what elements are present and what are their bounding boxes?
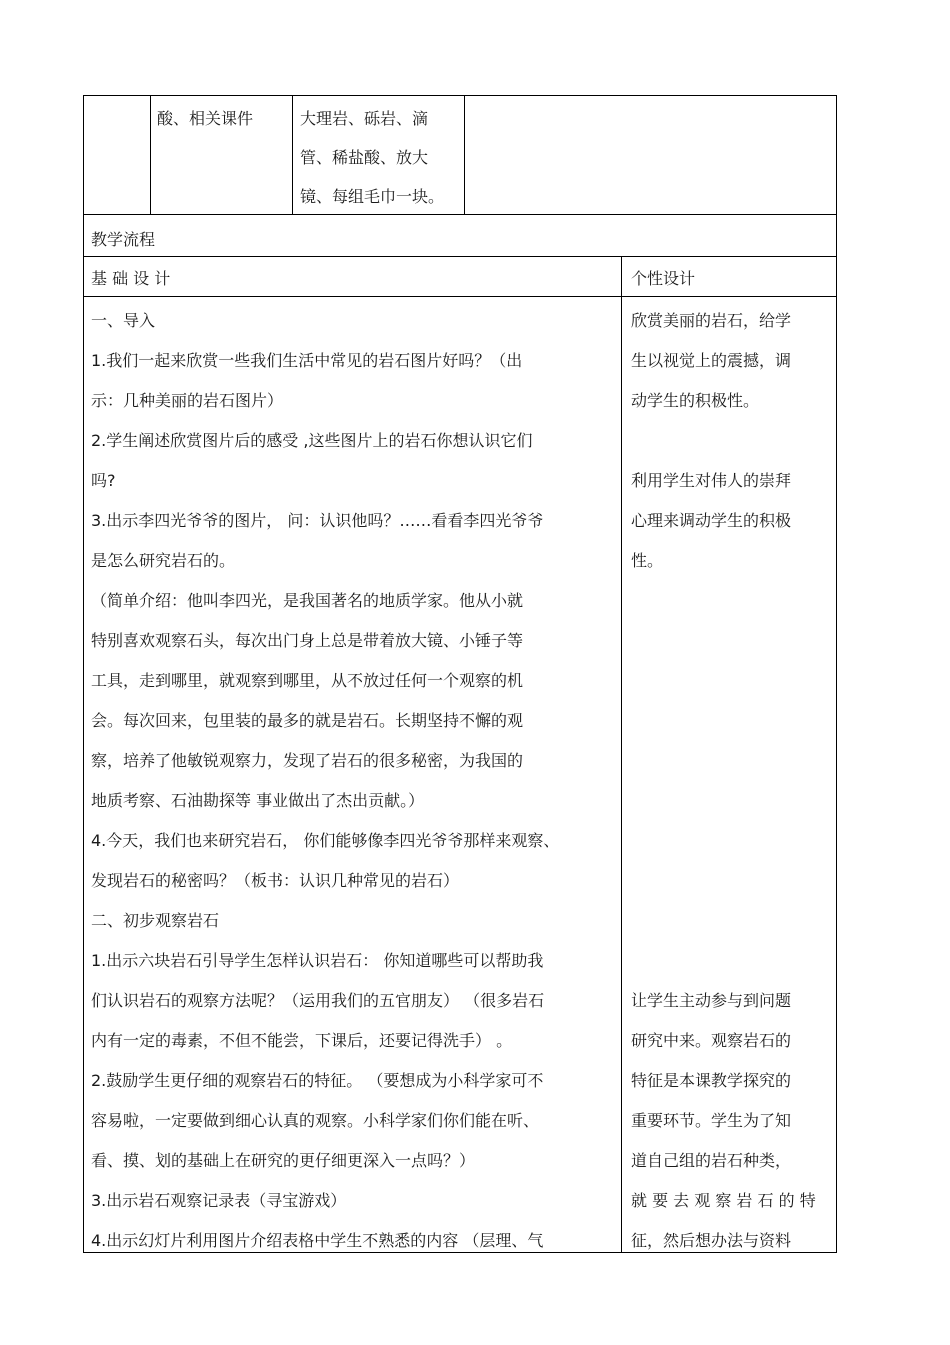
note-line: 生以视觉上的震撼，调 bbox=[631, 351, 792, 370]
note-line: 重要环节。学生为了知 bbox=[631, 1111, 792, 1130]
content-line: 看、摸、划的基础上在研究的更仔细更深入一点吗？） bbox=[91, 1151, 476, 1170]
content-line: 察，培养了他敏锐观察力，发现了岩石的很多秘密，为我国的 bbox=[91, 751, 524, 770]
content-line: 示：几种美丽的岩石图片） bbox=[91, 391, 284, 410]
note-line: 让学生主动参与到问题 bbox=[631, 991, 792, 1010]
content-line: 内有一定的毒素，不但不能尝，下课后，还要记得洗手） 。 bbox=[91, 1031, 513, 1050]
content-line: 3.出示岩石观察记录表（寻宝游戏） bbox=[91, 1191, 347, 1210]
note-line: 性。 bbox=[631, 551, 664, 570]
content-line: 们认识岩石的观察方法呢？（运用我们的五官朋友） （很多岩石 bbox=[91, 991, 545, 1010]
note-line: 欣赏美丽的岩石，给学 bbox=[631, 311, 792, 330]
content-line: 吗? bbox=[91, 471, 116, 490]
content-line: 1.我们一起来欣赏一些我们生活中常见的岩石图片好吗？（出 bbox=[91, 351, 523, 370]
materials-line: 镜、每组毛巾一块。 bbox=[300, 187, 445, 206]
materials-line: 大理岩、砾岩、滴 bbox=[300, 109, 429, 128]
note-line: 心理来调动学生的积极 bbox=[631, 511, 792, 530]
content-line: 会。每次回来，包里装的最多的就是岩石。长期坚持不懈的观 bbox=[91, 711, 524, 730]
note-line bbox=[631, 621, 816, 661]
note-line: 利用学生对伟人的崇拜 bbox=[631, 471, 792, 490]
content-line: 工具，走到哪里，就观察到哪里，从不放过任何一个观察的机 bbox=[91, 671, 524, 690]
basic-design-content bbox=[91, 301, 559, 1261]
top-row-col3-cell bbox=[300, 99, 444, 216]
top-row-divider-3 bbox=[464, 95, 465, 215]
note-line: 征，然后想办法与资料 bbox=[631, 1231, 792, 1250]
lesson-plan-table bbox=[83, 95, 837, 1253]
content-line: （简单介绍：他叫李四光，是我国著名的地质学家。他从小就 bbox=[91, 591, 524, 610]
top-row-divider-1 bbox=[150, 95, 151, 215]
note-line: 就 要 去 观 察 岩 石 的 特 bbox=[631, 1191, 816, 1210]
content-line: 是怎么研究岩石的。 bbox=[91, 551, 236, 570]
top-row-col2-cell bbox=[157, 99, 253, 138]
basic-design-header: 基 础 设 计 bbox=[91, 269, 171, 288]
note-line bbox=[631, 661, 816, 701]
row-divider-header bbox=[83, 296, 837, 297]
note-line: 特征是本课教学探究的 bbox=[631, 1071, 792, 1090]
note-line bbox=[631, 701, 816, 741]
content-line: 4.出示幻灯片利用图片介绍表格中学生不熟悉的内容 （层理、气 bbox=[91, 1231, 544, 1250]
note-line bbox=[631, 901, 816, 941]
content-line: 容易啦，一定要做到细心认真的观察。小科学家们你们能在听、 bbox=[91, 1111, 540, 1130]
top-row-divider-2 bbox=[292, 95, 293, 215]
personal-design-content bbox=[631, 301, 816, 1261]
content-line: 2.学生阐述欣赏图片后的感受 ,这些图片上的岩石你想认识它们 bbox=[91, 431, 533, 450]
content-line: 4.今天，我们也来研究岩石， 你们能够像李四光爷爷那样来观察、 bbox=[91, 831, 560, 850]
section-title: 教学流程 bbox=[91, 230, 156, 249]
personal-design-header: 个性设计 bbox=[631, 269, 696, 288]
materials-line: 管、稀盐酸、放大 bbox=[300, 148, 429, 167]
content-line: 发现岩石的秘密吗？（板书：认识几种常见的岩石） bbox=[91, 871, 460, 890]
note-line bbox=[631, 421, 816, 461]
note-line: 动学生的积极性。 bbox=[631, 391, 760, 410]
content-line: 3.出示李四光爷爷的图片， 问：认识他吗？……看看李四光爷爷 bbox=[91, 511, 544, 530]
content-line: 1.出示六块岩石引导学生怎样认识岩石： 你知道哪些可以帮助我 bbox=[91, 951, 544, 970]
note-line bbox=[631, 861, 816, 901]
content-line: 特别喜欢观察石头，每次出门身上总是带着放大镜、小锤子等 bbox=[91, 631, 524, 650]
note-line: 道自己组的岩石种类， bbox=[631, 1151, 792, 1170]
note-line bbox=[631, 781, 816, 821]
column-divider bbox=[621, 256, 622, 1253]
content-line: 二、初步观察岩石 bbox=[91, 911, 220, 930]
materials-line: 酸、相关课件 bbox=[157, 109, 254, 128]
note-line bbox=[631, 941, 816, 981]
note-line bbox=[631, 581, 816, 621]
row-divider-top bbox=[83, 214, 837, 215]
row-divider-section bbox=[83, 256, 837, 257]
content-line: 2.鼓励学生更仔细的观察岩石的特征。 （要想成为小科学家可不 bbox=[91, 1071, 544, 1090]
content-line: 一、导入 bbox=[91, 311, 156, 330]
note-line: 研究中来。观察岩石的 bbox=[631, 1031, 792, 1050]
note-line bbox=[631, 821, 816, 861]
content-line: 地质考察、石油勘探等 事业做出了杰出贡献。） bbox=[91, 791, 425, 810]
note-line bbox=[631, 741, 816, 781]
